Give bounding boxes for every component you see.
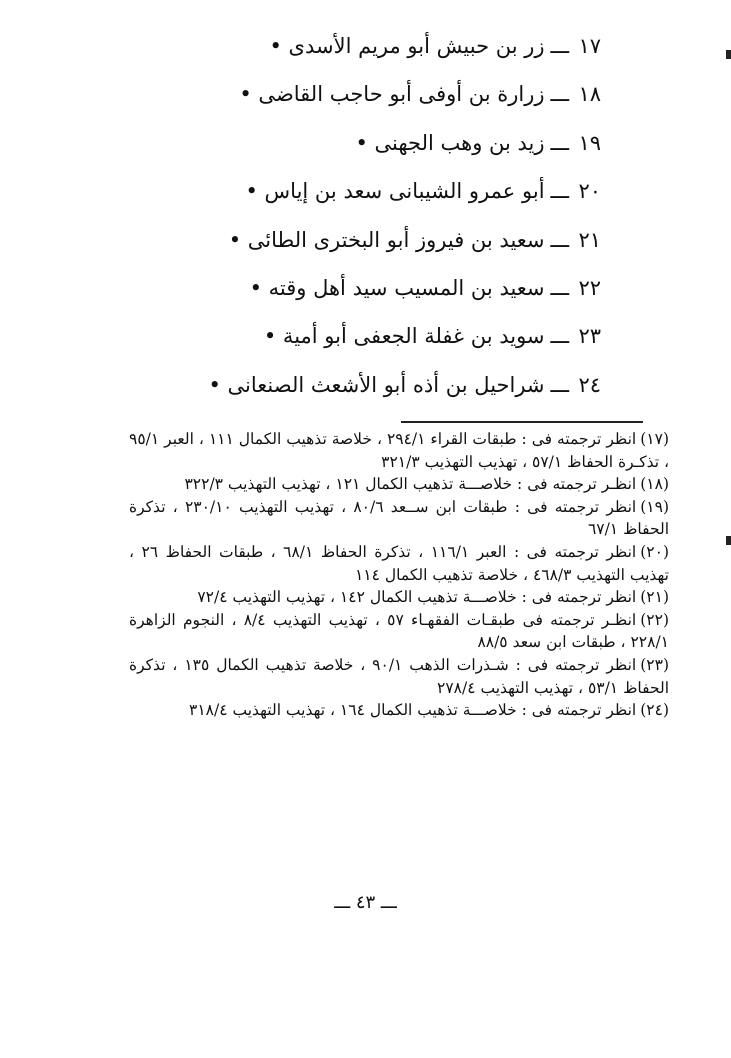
entry-name: سويد بن غفلة الجعفى أبو أمية • — [263, 324, 545, 349]
entry-dash: ـــ — [550, 82, 569, 107]
footnote — [129, 496, 669, 541]
footnotes — [129, 428, 669, 722]
entry-number: ٢٢ — [578, 275, 601, 300]
footnote-text: انظر ترجمته فى : العبر ١١٦/١ ، تذكرة الحفاظ ٦٨/١ ، طبقات الحفاظ ٢٦ ، تهذيب التهذيب ٤٦٨/٣ ، خلاصة تذهيب الكمال ١١٤ — [129, 542, 669, 584]
footnote — [129, 473, 669, 496]
biography-list — [121, 22, 601, 409]
scan-edge-mark — [726, 536, 731, 545]
entry-dash: ـــ — [550, 179, 569, 204]
footnote — [129, 428, 669, 473]
scan-edge-mark — [726, 50, 731, 59]
list-item — [121, 22, 601, 70]
list-item — [121, 312, 601, 360]
list-item — [121, 361, 601, 409]
footnote-text: انظـر ترجمته فى : خلاصـــة تذهيب الكمال ١٢١ ، تهذيب التهذيب ٣٢٢/٣ — [184, 475, 637, 494]
entry-name: سعيد بن المسيب سيد أهل وقته • — [249, 275, 545, 300]
footnote — [129, 541, 669, 586]
entry-name: زيد بن وهب الجهنى • — [355, 130, 545, 155]
entry-number: ٢١ — [578, 227, 601, 252]
list-item — [121, 264, 601, 312]
entry-name: سعيد بن فيروز أبو البخترى الطائى • — [228, 227, 545, 252]
footnote-text: انظر ترجمته فى : شـذرات الذهب ٩٠/١ ، خلاصة تذهيب الكمال ١٣٥ ، تذكرة الحفاظ ٥٣/١ ، تهذيب التهذيب ٢٧٨/٤ — [129, 655, 669, 697]
entry-dash: ـــ — [550, 372, 569, 397]
footnote-ref: (١٧) — [640, 430, 669, 448]
footnote-ref: (٢٠) — [640, 542, 669, 561]
footnote-ref: (٢٣) — [640, 655, 670, 674]
list-item — [121, 70, 601, 118]
footnote-divider — [401, 421, 643, 423]
footnote-ref: (٢١) — [640, 588, 669, 607]
footnote-text: انظر ترجمته فى : طبقات القراء ٢٩٤/١ ، خلاصة تذهيب الكمال ١١١ ، العبر ٩٥/١ ، تذكـرة الحفاظ ٥٧/١ ، تهذيب التهذيب ٣٢١/٣ — [129, 430, 669, 471]
entry-number: ١٧ — [578, 34, 601, 58]
footnote-text: انظر ترجمته فى : طبقات ابن ســعد ٨٠/٦ ، تهذيب التهذيب ٢٣٠/١٠ ، تذكرة الحفاظ ٦٧/١ — [129, 497, 669, 539]
entry-dash: ـــ — [550, 34, 569, 58]
footnote-ref: (١٩) — [640, 497, 669, 516]
entry-number: ١٩ — [578, 130, 601, 155]
entry-number: ١٨ — [578, 82, 601, 107]
list-item — [121, 216, 601, 264]
footnote — [129, 609, 669, 654]
entry-name: زرارة بن أوفى أبو حاجب القاضى • — [239, 82, 545, 107]
entry-dash: ـــ — [550, 275, 569, 300]
page-number: ـــ ٤٣ ـــ — [334, 892, 397, 913]
footnote-text: انظر ترجمته فى : خلاصـــة تذهيب الكمال ١٤٢ ، تهذيب التهذيب ٧٢/٤ — [197, 588, 637, 607]
footnote-ref: (٢٢) — [640, 610, 669, 629]
footnote-text: انظر ترجمته فى : خلاصـــة تذهيب الكمال ١٦٤ ، تهذيب التهذيب ٣١٨/٤ — [189, 701, 637, 720]
entry-name: زر بن حبيش أبو مريم الأسدى • — [269, 34, 545, 58]
entry-dash: ـــ — [550, 130, 569, 155]
entry-number: ٢٣ — [578, 324, 601, 349]
entry-name: أبو عمرو الشيبانى سعد بن إياس • — [245, 179, 545, 204]
entry-number: ٢٤ — [578, 372, 601, 397]
entry-dash: ـــ — [550, 324, 569, 349]
footnote-ref: (١٨) — [640, 475, 669, 494]
entry-dash: ـــ — [550, 227, 569, 252]
entry-name: شراحيل بن أذه أبو الأشعث الصنعانى • — [208, 372, 545, 397]
entry-number: ٢٠ — [578, 179, 601, 204]
footnote-text: انظـر ترجمته فى طبقـات الفقهـاء ٥٧ ، تهذيب التهذيب ٨/٤ ، النجوم الزاهرة ٢٢٨/١ ، طبقات ابن سعد ٨٨/٥ — [129, 610, 669, 652]
footnote — [129, 654, 669, 699]
footnote — [129, 699, 669, 722]
footnote-ref: (٢٤) — [640, 701, 669, 720]
list-item — [121, 167, 601, 215]
footnote — [129, 586, 669, 609]
list-item — [121, 119, 601, 167]
